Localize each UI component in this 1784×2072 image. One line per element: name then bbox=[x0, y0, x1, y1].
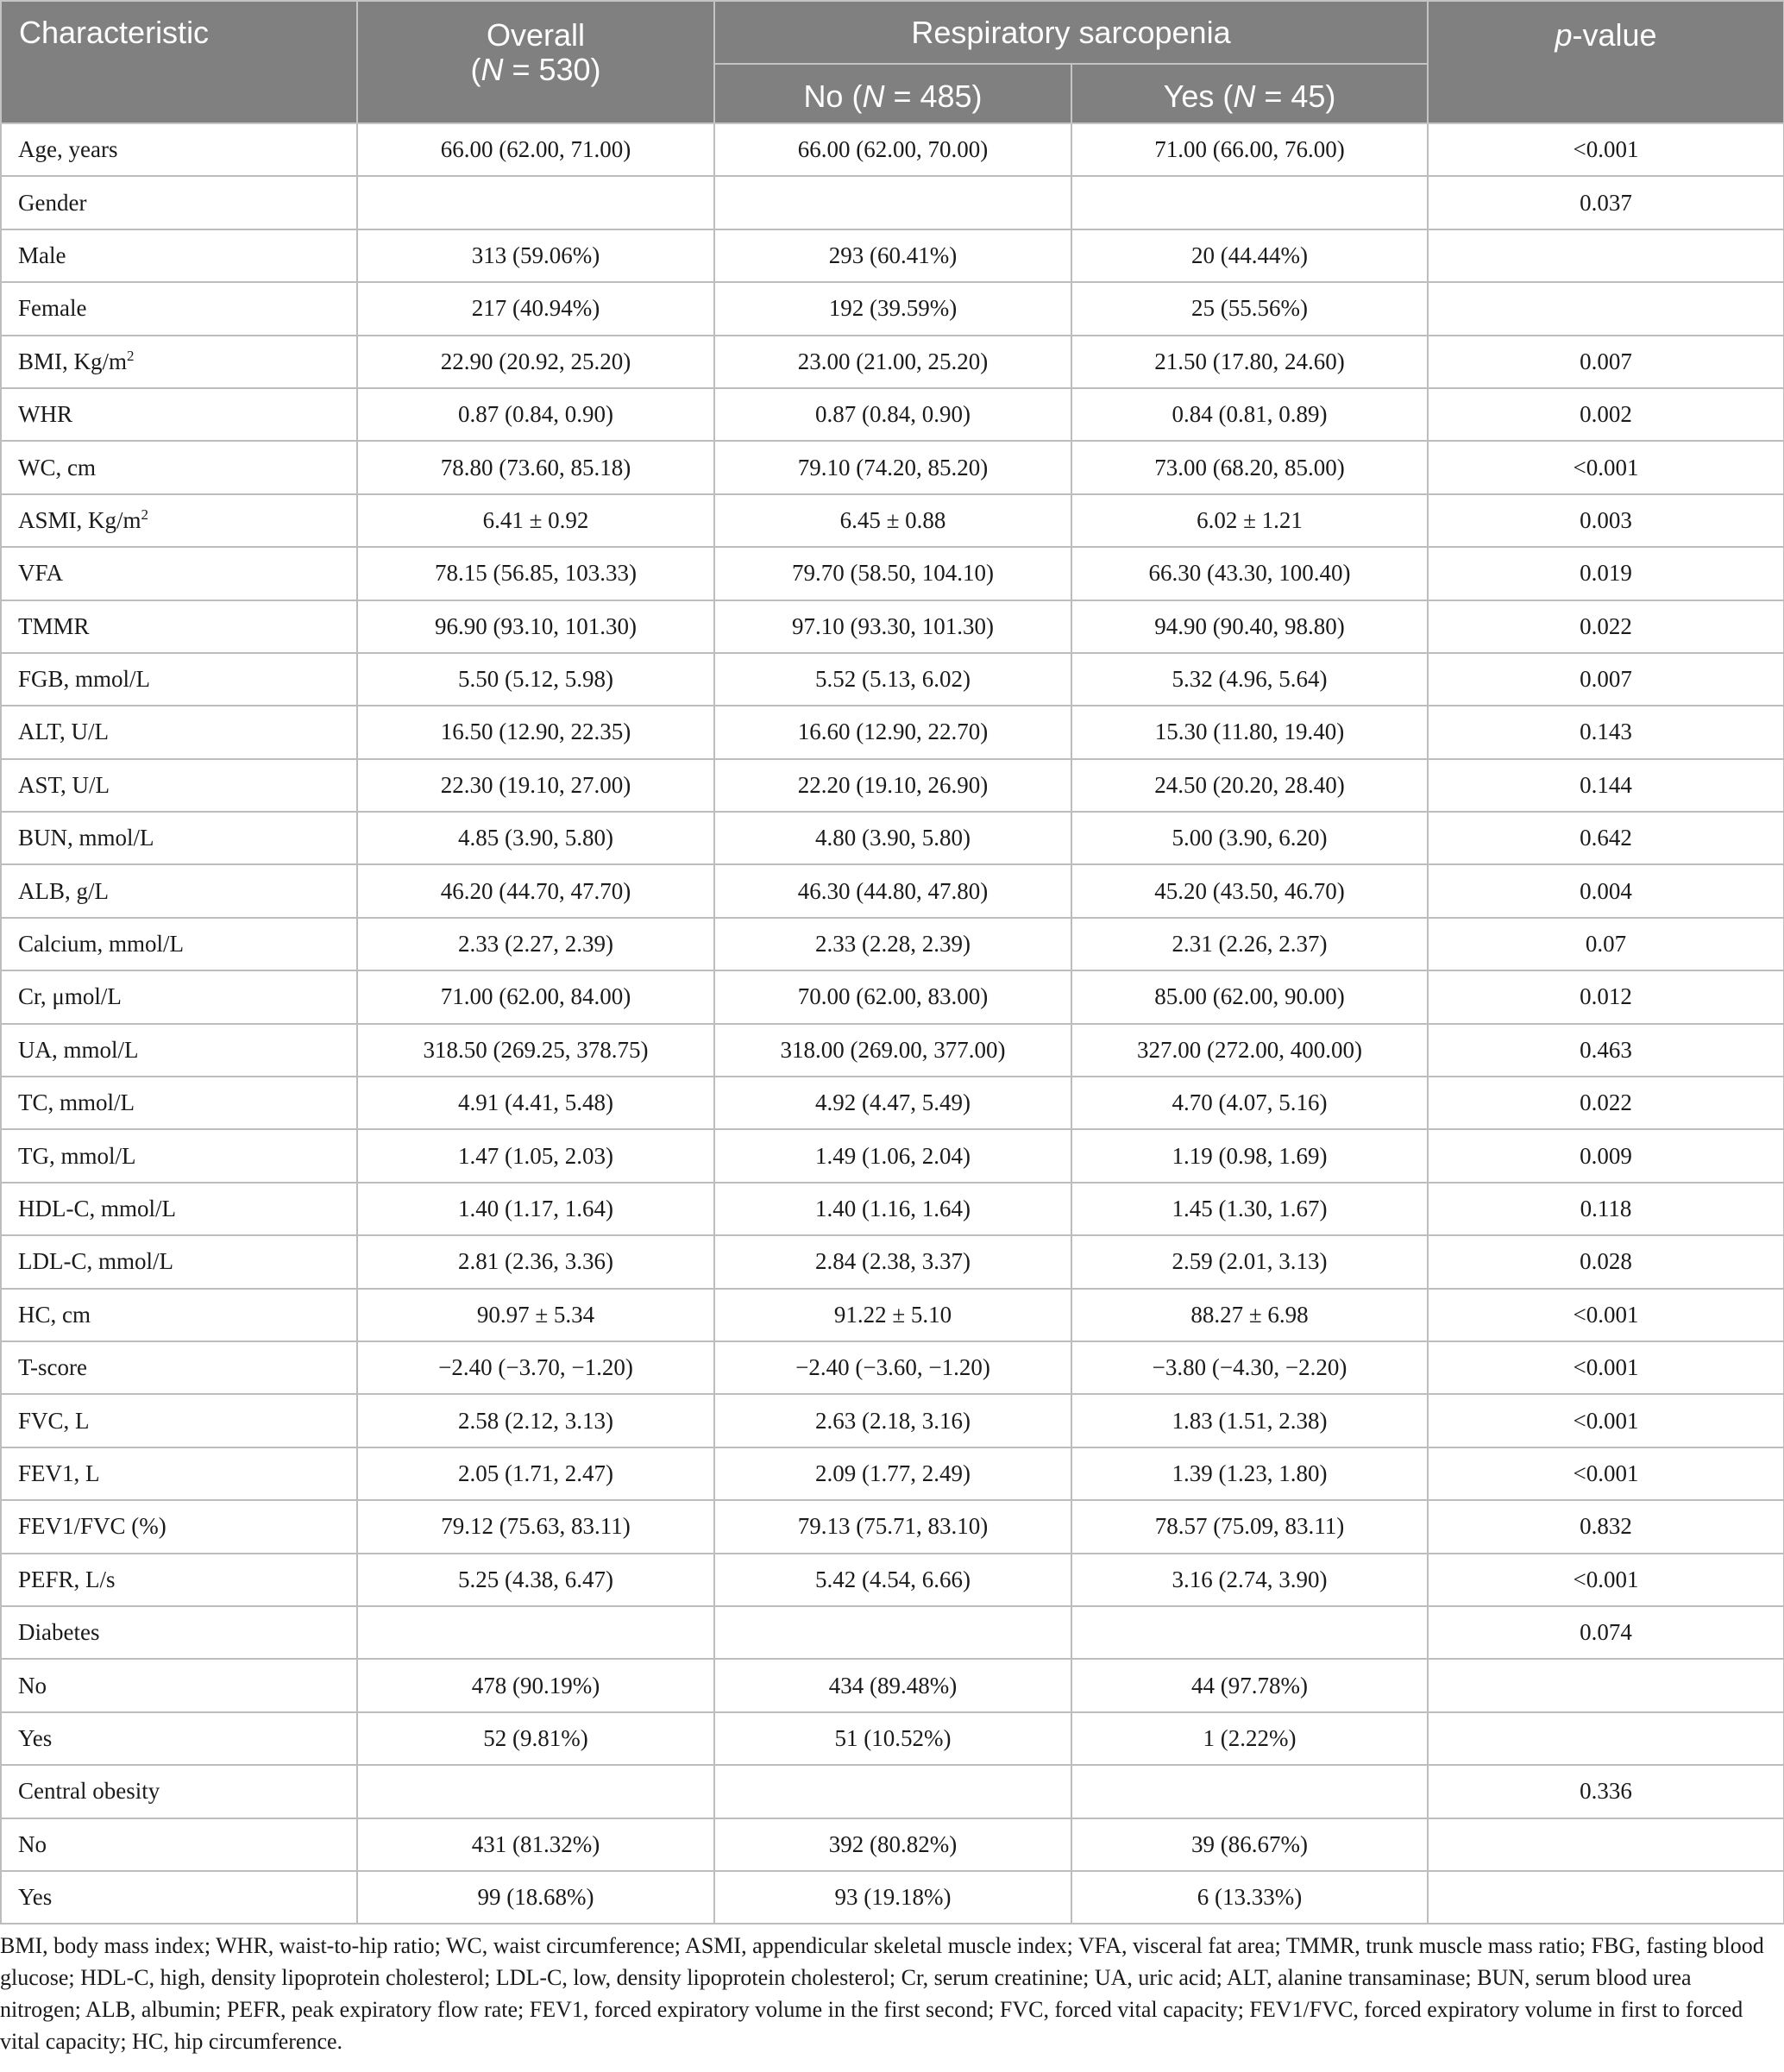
table-row bbox=[1, 1447, 1784, 1500]
cell-p-value: 0.019 bbox=[1428, 547, 1784, 600]
cell-overall: 16.50 (12.90, 22.35) bbox=[357, 706, 714, 758]
cell-overall: 5.50 (5.12, 5.98) bbox=[357, 653, 714, 706]
cell-yes: 88.27 ± 6.98 bbox=[1071, 1289, 1428, 1341]
cell-p-value bbox=[1428, 229, 1784, 282]
cell-no: 5.42 (4.54, 6.66) bbox=[714, 1554, 1071, 1606]
cell-overall bbox=[357, 176, 714, 229]
table-row bbox=[1, 1394, 1784, 1447]
cell-yes: 94.90 (90.40, 98.80) bbox=[1071, 600, 1428, 653]
cell-no: 22.20 (19.10, 26.90) bbox=[714, 759, 1071, 812]
cell-overall: 46.20 (44.70, 47.70) bbox=[357, 864, 714, 917]
table-row bbox=[1, 1500, 1784, 1553]
cell-yes: 21.50 (17.80, 24.60) bbox=[1071, 336, 1428, 388]
cell-p-value: 0.003 bbox=[1428, 494, 1784, 547]
table-row bbox=[1, 1183, 1784, 1235]
cell-overall: 478 (90.19%) bbox=[357, 1659, 714, 1711]
cell-no: 91.22 ± 5.10 bbox=[714, 1289, 1071, 1341]
cell-yes: 1 (2.22%) bbox=[1071, 1712, 1428, 1765]
cell-overall: 22.90 (20.92, 25.20) bbox=[357, 336, 714, 388]
cell-no: 0.87 (0.84, 0.90) bbox=[714, 388, 1071, 441]
table-row bbox=[1, 1871, 1784, 1924]
unit-superscript: 2 bbox=[127, 347, 135, 364]
table-row bbox=[1, 653, 1784, 706]
cell-p-value: 0.007 bbox=[1428, 653, 1784, 706]
cell-p-value: <0.001 bbox=[1428, 1341, 1784, 1394]
header-yes-group: Yes (N = 45) bbox=[1071, 64, 1428, 123]
cell-no: 1.40 (1.16, 1.64) bbox=[714, 1183, 1071, 1235]
row-label: TC, mmol/L bbox=[1, 1077, 357, 1129]
cell-overall: 1.47 (1.05, 2.03) bbox=[357, 1129, 714, 1182]
cell-no: 66.00 (62.00, 70.00) bbox=[714, 123, 1071, 176]
cell-p-value: 0.022 bbox=[1428, 1077, 1784, 1129]
table-row bbox=[1, 494, 1784, 547]
cell-overall: 217 (40.94%) bbox=[357, 282, 714, 335]
row-label: Female bbox=[1, 282, 357, 335]
row-label: UA, mmol/L bbox=[1, 1024, 357, 1077]
cell-overall: 5.25 (4.38, 6.47) bbox=[357, 1554, 714, 1606]
table-row bbox=[1, 759, 1784, 812]
cell-yes bbox=[1071, 1765, 1428, 1818]
cell-overall: 1.40 (1.17, 1.64) bbox=[357, 1183, 714, 1235]
cell-no: 6.45 ± 0.88 bbox=[714, 494, 1071, 547]
table-row bbox=[1, 970, 1784, 1023]
cell-p-value: 0.336 bbox=[1428, 1765, 1784, 1818]
cell-yes: 1.19 (0.98, 1.69) bbox=[1071, 1129, 1428, 1182]
cell-no: 293 (60.41%) bbox=[714, 229, 1071, 282]
cell-no bbox=[714, 1606, 1071, 1659]
cell-overall: 71.00 (62.00, 84.00) bbox=[357, 970, 714, 1023]
cell-p-value: 0.022 bbox=[1428, 600, 1784, 653]
cell-yes: 6.02 ± 1.21 bbox=[1071, 494, 1428, 547]
table-row bbox=[1, 1077, 1784, 1129]
cell-no: 318.00 (269.00, 377.00) bbox=[714, 1024, 1071, 1077]
table-row bbox=[1, 176, 1784, 229]
cell-yes: 73.00 (68.20, 85.00) bbox=[1071, 441, 1428, 493]
table-footnote: BMI, body mass index; WHR, waist-to-hip ratio; WC, waist circumference; ASMI, appendicular skeletal muscle index; VFA, visceral fat area; TMMR, trunk muscle mass ratio; FBG, fasting blood glucose; HDL-C, high, density lipoprotein cholesterol; LDL-C, low, density lipoprotein cholesterol; Cr, serum creatinine; UA, uric acid; ALT, alanine transaminase; BUN, serum blood urea nitrogen; ALB, albumin; PEFR, peak expiratory flow rate; FEV1, forced expiratory volume in the first second; FVC, forced vital capacity; FEV1/FVC, forced expiratory volume in first to forced vital capacity; HC, hip circumference. bbox=[0, 1933, 1764, 2054]
cell-overall: 78.80 (73.60, 85.18) bbox=[357, 441, 714, 493]
cell-no: 434 (89.48%) bbox=[714, 1659, 1071, 1711]
header-overall-title: Overall bbox=[486, 17, 586, 53]
row-label: FEV1/FVC (%) bbox=[1, 1500, 357, 1553]
cell-no: 2.09 (1.77, 2.49) bbox=[714, 1447, 1071, 1500]
cell-overall: 96.90 (93.10, 101.30) bbox=[357, 600, 714, 653]
cell-p-value: 0.074 bbox=[1428, 1606, 1784, 1659]
cell-yes: 39 (86.67%) bbox=[1071, 1818, 1428, 1871]
cell-yes: 2.59 (2.01, 3.13) bbox=[1071, 1235, 1428, 1288]
cell-yes: 3.16 (2.74, 3.90) bbox=[1071, 1554, 1428, 1606]
cell-p-value: 0.004 bbox=[1428, 864, 1784, 917]
cell-no: 46.30 (44.80, 47.80) bbox=[714, 864, 1071, 917]
cell-no: 2.33 (2.28, 2.39) bbox=[714, 918, 1071, 970]
row-label: WC, cm bbox=[1, 441, 357, 493]
cell-p-value bbox=[1428, 282, 1784, 335]
table-row bbox=[1, 864, 1784, 917]
header-characteristic: Characteristic bbox=[1, 1, 357, 123]
cell-p-value: 0.832 bbox=[1428, 1500, 1784, 1553]
cell-no: 5.52 (5.13, 6.02) bbox=[714, 653, 1071, 706]
cell-no: 2.63 (2.18, 3.16) bbox=[714, 1394, 1071, 1447]
cell-no: 16.60 (12.90, 22.70) bbox=[714, 706, 1071, 758]
cell-overall: 99 (18.68%) bbox=[357, 1871, 714, 1924]
cell-no: 392 (80.82%) bbox=[714, 1818, 1071, 1871]
cell-no: 79.10 (74.20, 85.20) bbox=[714, 441, 1071, 493]
cell-p-value: <0.001 bbox=[1428, 123, 1784, 176]
cell-overall: 313 (59.06%) bbox=[357, 229, 714, 282]
header-overall bbox=[357, 1, 714, 123]
table-row bbox=[1, 1606, 1784, 1659]
row-label: ALT, U/L bbox=[1, 706, 357, 758]
cell-no bbox=[714, 1765, 1071, 1818]
cell-p-value: 0.009 bbox=[1428, 1129, 1784, 1182]
row-label: AST, U/L bbox=[1, 759, 357, 812]
cell-overall bbox=[357, 1606, 714, 1659]
cell-overall bbox=[357, 1765, 714, 1818]
cell-yes: 5.32 (4.96, 5.64) bbox=[1071, 653, 1428, 706]
row-label: LDL-C, mmol/L bbox=[1, 1235, 357, 1288]
cell-overall: 52 (9.81%) bbox=[357, 1712, 714, 1765]
cell-overall: 6.41 ± 0.92 bbox=[357, 494, 714, 547]
header-overall-n: (N = 530) bbox=[470, 52, 601, 87]
row-label: FGB, mmol/L bbox=[1, 653, 357, 706]
cell-yes: 4.70 (4.07, 5.16) bbox=[1071, 1077, 1428, 1129]
row-label: TMMR bbox=[1, 600, 357, 653]
cell-yes: 24.50 (20.20, 28.40) bbox=[1071, 759, 1428, 812]
cell-yes bbox=[1071, 1606, 1428, 1659]
table-row bbox=[1, 1659, 1784, 1711]
cell-yes: 85.00 (62.00, 90.00) bbox=[1071, 970, 1428, 1023]
cell-overall: 90.97 ± 5.34 bbox=[357, 1289, 714, 1341]
cell-p-value: 0.144 bbox=[1428, 759, 1784, 812]
row-label: BUN, mmol/L bbox=[1, 812, 357, 864]
cell-yes: 20 (44.44%) bbox=[1071, 229, 1428, 282]
cell-overall: 78.15 (56.85, 103.33) bbox=[357, 547, 714, 600]
cell-no: 93 (19.18%) bbox=[714, 1871, 1071, 1924]
cell-overall: 4.91 (4.41, 5.48) bbox=[357, 1077, 714, 1129]
cell-p-value: 0.642 bbox=[1428, 812, 1784, 864]
cell-yes: 327.00 (272.00, 400.00) bbox=[1071, 1024, 1428, 1077]
cell-yes: 66.30 (43.30, 100.40) bbox=[1071, 547, 1428, 600]
cell-no: 79.70 (58.50, 104.10) bbox=[714, 547, 1071, 600]
cell-p-value: <0.001 bbox=[1428, 1447, 1784, 1500]
row-label: BMI, $Kg/m^2$ bbox=[1, 336, 357, 388]
table-row bbox=[1, 336, 1784, 388]
table-row bbox=[1, 1024, 1784, 1077]
row-label: Gender bbox=[1, 176, 357, 229]
cell-yes: 2.31 (2.26, 2.37) bbox=[1071, 918, 1428, 970]
table-row bbox=[1, 1289, 1784, 1341]
cell-p-value: 0.007 bbox=[1428, 336, 1784, 388]
row-label: TG, mmol/L bbox=[1, 1129, 357, 1182]
cell-overall: 66.00 (62.00, 71.00) bbox=[357, 123, 714, 176]
table-row bbox=[1, 441, 1784, 493]
row-label: HC, cm bbox=[1, 1289, 357, 1341]
cell-no: 97.10 (93.30, 101.30) bbox=[714, 600, 1071, 653]
row-label: FVC, L bbox=[1, 1394, 357, 1447]
row-label: No bbox=[1, 1818, 357, 1871]
cell-p-value: 0.143 bbox=[1428, 706, 1784, 758]
cell-yes: 78.57 (75.09, 83.11) bbox=[1071, 1500, 1428, 1553]
cell-no: 51 (10.52%) bbox=[714, 1712, 1071, 1765]
cell-yes: 1.45 (1.30, 1.67) bbox=[1071, 1183, 1428, 1235]
row-label: Yes bbox=[1, 1871, 357, 1924]
row-label: HDL-C, mmol/L bbox=[1, 1183, 357, 1235]
table-row bbox=[1, 1712, 1784, 1765]
cell-p-value bbox=[1428, 1818, 1784, 1871]
cell-overall: 431 (81.32%) bbox=[357, 1818, 714, 1871]
table-row bbox=[1, 1129, 1784, 1182]
row-label: ASMI, $Kg/m^2$ bbox=[1, 494, 357, 547]
cell-p-value: 0.07 bbox=[1428, 918, 1784, 970]
cell-overall: 2.05 (1.71, 2.47) bbox=[357, 1447, 714, 1500]
cell-no: −2.40 (−3.60, −1.20) bbox=[714, 1341, 1071, 1394]
cell-p-value: 0.463 bbox=[1428, 1024, 1784, 1077]
row-label: Yes bbox=[1, 1712, 357, 1765]
table-row bbox=[1, 1818, 1784, 1871]
row-label: No bbox=[1, 1659, 357, 1711]
table-row bbox=[1, 123, 1784, 176]
cell-p-value: <0.001 bbox=[1428, 1394, 1784, 1447]
cell-overall: −2.40 (−3.70, −1.20) bbox=[357, 1341, 714, 1394]
table-header bbox=[1, 1, 1784, 123]
row-label: WHR bbox=[1, 388, 357, 441]
cell-yes: 44 (97.78%) bbox=[1071, 1659, 1428, 1711]
cell-overall: 2.81 (2.36, 3.36) bbox=[357, 1235, 714, 1288]
cell-p-value: 0.012 bbox=[1428, 970, 1784, 1023]
cell-yes bbox=[1071, 176, 1428, 229]
row-label: FEV1, L bbox=[1, 1447, 357, 1500]
header-no-group: No (N = 485) bbox=[714, 64, 1071, 123]
cell-p-value: 0.037 bbox=[1428, 176, 1784, 229]
row-label: Central obesity bbox=[1, 1765, 357, 1818]
cell-no: 2.84 (2.38, 3.37) bbox=[714, 1235, 1071, 1288]
table-row bbox=[1, 918, 1784, 970]
cell-no: 23.00 (21.00, 25.20) bbox=[714, 336, 1071, 388]
table-row bbox=[1, 600, 1784, 653]
cell-p-value bbox=[1428, 1871, 1784, 1924]
cell-p-value: 0.028 bbox=[1428, 1235, 1784, 1288]
cell-p-value bbox=[1428, 1712, 1784, 1765]
cell-no: 70.00 (62.00, 83.00) bbox=[714, 970, 1071, 1023]
cell-p-value: 0.002 bbox=[1428, 388, 1784, 441]
cell-yes: 15.30 (11.80, 19.40) bbox=[1071, 706, 1428, 758]
table-row bbox=[1, 388, 1784, 441]
cell-no: 4.92 (4.47, 5.49) bbox=[714, 1077, 1071, 1129]
cell-yes: 25 (55.56%) bbox=[1071, 282, 1428, 335]
cell-p-value: <0.001 bbox=[1428, 1554, 1784, 1606]
row-label: T-score bbox=[1, 1341, 357, 1394]
row-label: Male bbox=[1, 229, 357, 282]
cell-p-value: <0.001 bbox=[1428, 1289, 1784, 1341]
table-row bbox=[1, 812, 1784, 864]
row-label: Diabetes bbox=[1, 1606, 357, 1659]
cell-yes: −3.80 (−4.30, −2.20) bbox=[1071, 1341, 1428, 1394]
table-row bbox=[1, 229, 1784, 282]
row-label: Age, years bbox=[1, 123, 357, 176]
cell-overall: 318.50 (269.25, 378.75) bbox=[357, 1024, 714, 1077]
cell-p-value: <0.001 bbox=[1428, 441, 1784, 493]
unit-superscript: 2 bbox=[141, 505, 149, 523]
cell-overall: 0.87 (0.84, 0.90) bbox=[357, 388, 714, 441]
table-row bbox=[1, 1235, 1784, 1288]
cell-p-value bbox=[1428, 1659, 1784, 1711]
cell-yes: 1.83 (1.51, 2.38) bbox=[1071, 1394, 1428, 1447]
cell-yes: 5.00 (3.90, 6.20) bbox=[1071, 812, 1428, 864]
table-row bbox=[1, 1341, 1784, 1394]
cell-yes: 0.84 (0.81, 0.89) bbox=[1071, 388, 1428, 441]
table-body bbox=[1, 123, 1784, 1924]
cell-yes: 1.39 (1.23, 1.80) bbox=[1071, 1447, 1428, 1500]
row-label: PEFR, L/s bbox=[1, 1554, 357, 1606]
row-label: ALB, g/L bbox=[1, 864, 357, 917]
row-label: VFA bbox=[1, 547, 357, 600]
cell-overall: 2.33 (2.27, 2.39) bbox=[357, 918, 714, 970]
cell-yes: 71.00 (66.00, 76.00) bbox=[1071, 123, 1428, 176]
row-label: Calcium, mmol/L bbox=[1, 918, 357, 970]
table-row bbox=[1, 1765, 1784, 1818]
cell-yes: 45.20 (43.50, 46.70) bbox=[1071, 864, 1428, 917]
table-row bbox=[1, 706, 1784, 758]
cell-no: 1.49 (1.06, 2.04) bbox=[714, 1129, 1071, 1182]
cell-no: 79.13 (75.71, 83.10) bbox=[714, 1500, 1071, 1553]
cell-yes: 6 (13.33%) bbox=[1071, 1871, 1428, 1924]
cell-no bbox=[714, 176, 1071, 229]
row-label: Cr, μmol/L bbox=[1, 970, 357, 1023]
cell-overall: 22.30 (19.10, 27.00) bbox=[357, 759, 714, 812]
table-row bbox=[1, 547, 1784, 600]
header-respiratory-sarcopenia: Respiratory sarcopenia bbox=[714, 1, 1428, 64]
cell-overall: 79.12 (75.63, 83.11) bbox=[357, 1500, 714, 1553]
cell-p-value: 0.118 bbox=[1428, 1183, 1784, 1235]
cell-no: 192 (39.59%) bbox=[714, 282, 1071, 335]
table-row bbox=[1, 1554, 1784, 1606]
cell-overall: 4.85 (3.90, 5.80) bbox=[357, 812, 714, 864]
cell-no: 4.80 (3.90, 5.80) bbox=[714, 812, 1071, 864]
cell-overall: 2.58 (2.12, 3.13) bbox=[357, 1394, 714, 1447]
header-p-value: p-value bbox=[1428, 1, 1784, 123]
table-row bbox=[1, 282, 1784, 335]
